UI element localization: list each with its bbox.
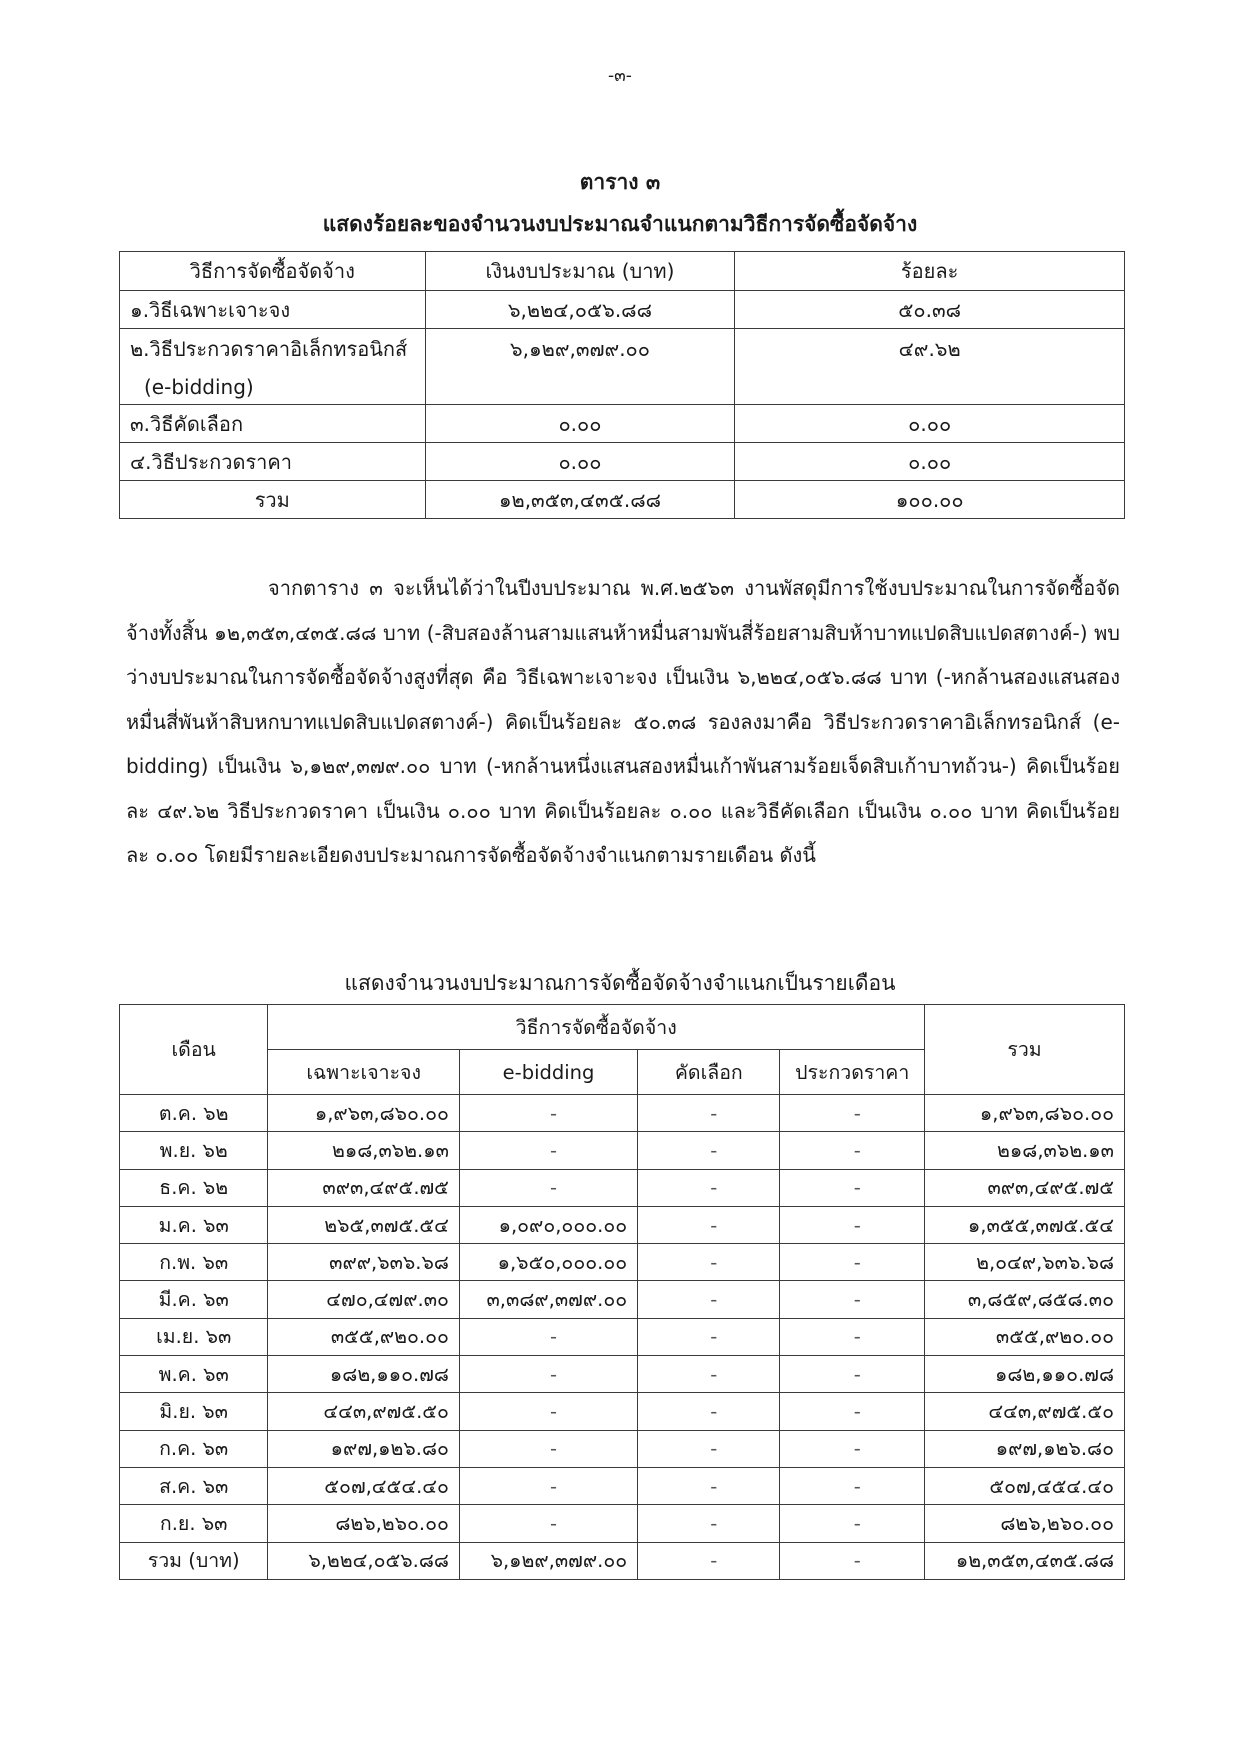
total-amount: ๑๒,๓๕๓,๔๓๕.๘๘ (425, 481, 735, 519)
table-row (120, 1356, 1125, 1393)
total-cell: ๑๒,๓๕๓,๔๓๕.๘๘ (924, 1542, 1124, 1579)
total-cell: ๓๕๕,๙๒๐.๐๐ (924, 1318, 1124, 1355)
header-row (120, 1005, 1125, 1050)
header-method: วิธีการจัดซื้อจัดจ้าง (120, 252, 426, 291)
ebidding-cell: - (459, 1169, 637, 1206)
tender-cell: - (780, 1169, 925, 1206)
summary-paragraph (126, 566, 1120, 878)
total-cell: ๓,๘๕๙,๘๕๘.๓๐ (924, 1281, 1124, 1318)
table-row (120, 443, 1125, 481)
specific-cell: ๒๖๕,๓๗๕.๕๔ (268, 1206, 460, 1243)
month-cell: ม.ค. ๖๓ (120, 1206, 268, 1243)
total-row (120, 481, 1125, 519)
tender-cell: - (780, 1356, 925, 1393)
specific-cell: ๓๙๙,๖๓๖.๖๘ (268, 1244, 460, 1281)
specific-cell: ๘๒๖,๒๖๐.๐๐ (268, 1505, 460, 1542)
specific-cell: ๑๘๒,๑๑๐.๗๘ (268, 1356, 460, 1393)
method-cell: ๓.วิธีคัดเลือก (120, 405, 426, 443)
specific-cell: ๒๑๘,๓๖๒.๑๓ (268, 1132, 460, 1169)
selection-cell: - (638, 1206, 780, 1243)
specific-cell: ๔๗๐,๔๗๙.๓๐ (268, 1281, 460, 1318)
ebidding-cell: - (459, 1132, 637, 1169)
header-percent: ร้อยละ (735, 252, 1125, 291)
total-cell: ๒,๐๔๙,๖๓๖.๖๘ (924, 1244, 1124, 1281)
percent-cell: ๔๙.๖๒ (735, 329, 1125, 405)
total-cell: ๔๔๓,๙๗๕.๕๐ (924, 1393, 1124, 1430)
total-label: รวม (120, 481, 426, 519)
budget-percentage-table (119, 251, 1125, 519)
table-row (120, 1505, 1125, 1542)
percent-cell: ๐.๐๐ (735, 405, 1125, 443)
month-cell: ส.ค. ๖๓ (120, 1467, 268, 1504)
selection-cell: - (638, 1505, 780, 1542)
month-cell: เม.ย. ๖๓ (120, 1318, 268, 1355)
tender-cell: - (780, 1206, 925, 1243)
selection-cell: - (638, 1244, 780, 1281)
tender-cell: - (780, 1542, 925, 1579)
header-month: เดือน (120, 1005, 268, 1095)
tender-cell: - (780, 1393, 925, 1430)
method-label: ๒.วิธีประกวดราคาอิเล็กทรอนิกส์ (130, 337, 408, 361)
amount-cell: ๖,๑๒๙,๓๗๙.๐๐ (425, 329, 735, 405)
ebidding-cell: - (459, 1318, 637, 1355)
specific-cell: ๓๕๕,๙๒๐.๐๐ (268, 1318, 460, 1355)
amount-cell: ๐.๐๐ (425, 443, 735, 481)
tender-cell: - (780, 1430, 925, 1467)
total-cell: ๑,๓๕๕,๓๗๕.๕๔ (924, 1206, 1124, 1243)
tender-cell: - (780, 1244, 925, 1281)
table-row (120, 1430, 1125, 1467)
total-cell: ๘๒๖,๒๖๐.๐๐ (924, 1505, 1124, 1542)
table-header-row (120, 252, 1125, 291)
selection-cell: - (638, 1169, 780, 1206)
percent-cell: ๕๐.๓๘ (735, 291, 1125, 329)
monthly-table-title: แสดงจำนวนงบประมาณการจัดซื้อจัดจ้างจำแนกเป็นรายเดือน (344, 971, 896, 995)
header-total: รวม (924, 1005, 1124, 1095)
table-row (120, 291, 1125, 329)
ebidding-cell: - (459, 1095, 637, 1132)
selection-cell: - (638, 1318, 780, 1355)
tender-cell: - (780, 1132, 925, 1169)
month-cell: ก.พ. ๖๓ (120, 1244, 268, 1281)
header-ebidding: e-bidding (459, 1050, 637, 1095)
ebidding-cell: ๑,๖๕๐,๐๐๐.๐๐ (459, 1244, 637, 1281)
month-cell: พ.ค. ๖๓ (120, 1356, 268, 1393)
selection-cell: - (638, 1132, 780, 1169)
monthly-body (120, 1095, 1125, 1580)
table-row (120, 1169, 1125, 1206)
table-row (120, 1132, 1125, 1169)
ebidding-cell: - (459, 1393, 637, 1430)
table-row (120, 1206, 1125, 1243)
specific-cell: ๓๙๓,๔๙๕.๗๕ (268, 1169, 460, 1206)
total-cell: ๑,๙๖๓,๘๖๐.๐๐ (924, 1095, 1124, 1132)
header-tender: ประกวดราคา (780, 1050, 925, 1095)
header-amount: เงินงบประมาณ (บาท) (425, 252, 735, 291)
amount-cell: ๐.๐๐ (425, 405, 735, 443)
month-cell: ต.ค. ๖๒ (120, 1095, 268, 1132)
header-specific: เฉพาะเจาะจง (268, 1050, 460, 1095)
month-cell: มิ.ย. ๖๓ (120, 1393, 268, 1430)
table-row (120, 1095, 1125, 1132)
ebidding-cell: ๖,๑๒๙,๓๗๙.๐๐ (459, 1542, 637, 1579)
month-cell: ก.ค. ๖๓ (120, 1430, 268, 1467)
monthly-budget-table (119, 1004, 1125, 1580)
total-percent: ๑๐๐.๐๐ (735, 481, 1125, 519)
total-cell: ๕๐๗,๔๕๔.๔๐ (924, 1467, 1124, 1504)
month-cell: พ.ย. ๖๒ (120, 1132, 268, 1169)
percent-cell: ๐.๐๐ (735, 443, 1125, 481)
tender-cell: - (780, 1505, 925, 1542)
summary-text: จากตาราง ๓ จะเห็นได้ว่าในปีงบประมาณ พ.ศ.๒๕๖๓ งานพัสดุมีการใช้งบประมาณในการจัดซื้อจัดจ้างทั้งสิ้น ๑๒,๓๕๓,๔๓๕.๘๘ บาท (-สิบสองล้านสามแสนห้าหมื่นสามพันสี่ร้อยสามสิบห้าบาทแปดสิบแปดสตางค์-) พบว่างบประมาณในการจัดซื้อจัดจ้างสูงที่สุด คือ วิธีเฉพาะเจาะจง เป็นเงิน ๖,๒๒๔,๐๕๖.๘๘ บาท (-หกล้านสองแสนสองหมื่นสี่พันห้าสิบหกบาทแปดสิบแปดสตางค์-) คิดเป็นร้อยละ ๕๐.๓๘ รองลงมาคือ วิธีประกวดราคาอิเล็กทรอนิกส์ (e-bidding) เป็นเงิน ๖,๑๒๙,๓๗๙.๐๐ บาท (-หกล้านหนึ่งแสนสองหมื่นเก้าพันสามร้อยเจ็ดสิบเก้าบาทถ้วน-) คิดเป็นร้อยละ ๔๙.๖๒ วิธีประกวดราคา เป็นเงิน ๐.๐๐ บาท คิดเป็นร้อยละ ๐.๐๐ และวิธีคัดเลือก เป็นเงิน ๐.๐๐ บาท คิดเป็นร้อยละ ๐.๐๐ โดยมีรายละเอียดงบประมาณการจัดซื้อจัดจ้างจำแนกตามรายเดือน ดังนี้ (126, 576, 1120, 867)
month-cell: ก.ย. ๖๓ (120, 1505, 268, 1542)
total-cell: ๑๘๒,๑๑๐.๗๘ (924, 1356, 1124, 1393)
table3-title: ตาราง ๓ (579, 170, 661, 194)
ebidding-cell: - (459, 1505, 637, 1542)
ebidding-cell: ๑,๐๙๐,๐๐๐.๐๐ (459, 1206, 637, 1243)
ebidding-cell: - (459, 1430, 637, 1467)
amount-cell: ๖,๒๒๔,๐๕๖.๘๘ (425, 291, 735, 329)
selection-cell: - (638, 1542, 780, 1579)
selection-cell: - (638, 1356, 780, 1393)
month-cell: ธ.ค. ๖๒ (120, 1169, 268, 1206)
method-cell: ๑.วิธีเฉพาะเจาะจง (120, 291, 426, 329)
tender-cell: - (780, 1318, 925, 1355)
method-cell: ๔.วิธีประกวดราคา (120, 443, 426, 481)
total-cell: ๑๙๗,๑๒๖.๘๐ (924, 1430, 1124, 1467)
table-row (120, 1542, 1125, 1579)
selection-cell: - (638, 1095, 780, 1132)
selection-cell: - (638, 1467, 780, 1504)
header-methods: วิธีการจัดซื้อจัดจ้าง (268, 1005, 925, 1050)
table-row (120, 1393, 1125, 1430)
table-row (120, 405, 1125, 443)
selection-cell: - (638, 1393, 780, 1430)
table-row (120, 1244, 1125, 1281)
specific-cell: ๕๐๗,๔๕๔.๔๐ (268, 1467, 460, 1504)
ebidding-cell: - (459, 1356, 637, 1393)
method-cell (120, 329, 426, 405)
tender-cell: - (780, 1281, 925, 1318)
specific-cell: ๔๔๓,๙๗๕.๕๐ (268, 1393, 460, 1430)
tender-cell: - (780, 1467, 925, 1504)
table3-subtitle: แสดงร้อยละของจำนวนงบประมาณจำแนกตามวิธีการจัดซื้อจัดจ้าง (322, 212, 918, 236)
total-cell: ๓๙๓,๔๙๕.๗๕ (924, 1169, 1124, 1206)
table-row (120, 1318, 1125, 1355)
month-cell: มี.ค. ๖๓ (120, 1281, 268, 1318)
selection-cell: - (638, 1281, 780, 1318)
month-cell: รวม (บาท) (120, 1542, 268, 1579)
specific-cell: ๖,๒๒๔,๐๕๖.๘๘ (268, 1542, 460, 1579)
selection-cell: - (638, 1430, 780, 1467)
method-sublabel: (e-bidding) (144, 375, 254, 399)
table-row (120, 1467, 1125, 1504)
header-selection: คัดเลือก (638, 1050, 780, 1095)
total-cell: ๒๑๘,๓๖๒.๑๓ (924, 1132, 1124, 1169)
specific-cell: ๑๙๗,๑๒๖.๘๐ (268, 1430, 460, 1467)
specific-cell: ๑,๙๖๓,๘๖๐.๐๐ (268, 1095, 460, 1132)
page-number: -๓- (608, 66, 632, 86)
table-row (120, 329, 1125, 405)
tender-cell: - (780, 1095, 925, 1132)
table-row (120, 1281, 1125, 1318)
ebidding-cell: ๓,๓๘๙,๓๗๙.๐๐ (459, 1281, 637, 1318)
ebidding-cell: - (459, 1467, 637, 1504)
